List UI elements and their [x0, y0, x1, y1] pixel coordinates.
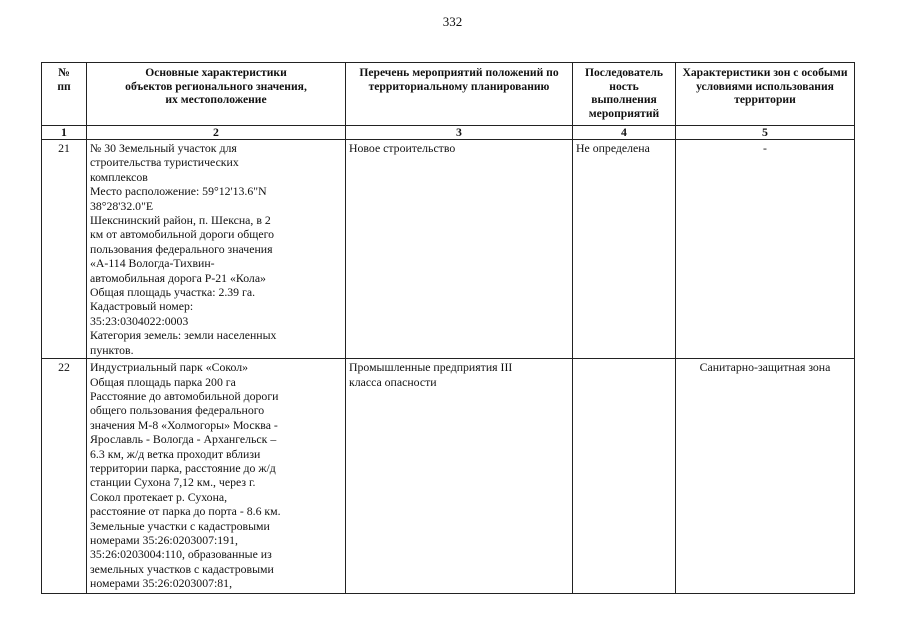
row-characteristics: Индустриальный парк «Сокол» Общая площадь парка 200 га Расстояние до автомобильной дороги общего пользования федерального значения М-8 «Холмогоры» Москва - Ярославль - Вологда - Архангельск – 6.3 км, ж/д ветка проходит вблизи территории парка, расстояние до ж/д станции Сухона 7,12 км., через г. Сокол протекает р. Сухона, расстояние от парка до порта - 8.6 км. Земельные участки с кадастровыми номерами 35:26:0203007:191, 35:26:0203004:110, образованные из земельных участков с кадастровыми номерами 35:26:0203007:81,: [87, 359, 346, 594]
row-characteristics: № 30 Земельный участок для строительства туристических комплексов Место расположение: 59°12'13.6"N 38°28'32.0"E Шекснинский район, п. Шексна, в 2 км от автомобильной дороги общего пользования федерального значения «А-114 Вологда-Тихвин- автомобильная дорога Р-21 «Кола» Общая площадь участка: 2.39 га. Кадастровый номер: 35:23:0304022:0003 Категория земель: земли населенных пунктов.: [87, 140, 346, 359]
table-header-row: [42, 63, 855, 126]
row-measures: Промышленные предприятия III класса опасности: [346, 359, 573, 594]
header-characteristics: Основные характеристики объектов регионального значения, их местоположение: [87, 63, 346, 126]
row-measures: Новое строительство: [346, 140, 573, 359]
header-sequence: Последователь ность выполнения мероприятий: [573, 63, 676, 126]
row-sequence: [573, 359, 676, 594]
row-number: 21: [42, 140, 87, 359]
row-number: 22: [42, 359, 87, 594]
column-number: 4: [573, 126, 676, 140]
column-number: 1: [42, 126, 87, 140]
table-row: [42, 359, 855, 594]
row-sequence: Не определена: [573, 140, 676, 359]
column-number: 3: [346, 126, 573, 140]
column-number-row: [42, 126, 855, 140]
planning-table: [41, 62, 855, 594]
row-zones: Санитарно-защитная зона: [676, 359, 855, 594]
header-zones: Характеристики зон с особыми условиями использования территории: [676, 63, 855, 126]
page-number: 332: [442, 14, 463, 29]
column-number: 5: [676, 126, 855, 140]
header-number: № пп: [42, 63, 87, 126]
table-row: [42, 140, 855, 359]
header-measures: Перечень мероприятий положений по территориальному планированию: [346, 63, 573, 126]
column-number: 2: [87, 126, 346, 140]
row-zones: -: [676, 140, 855, 359]
